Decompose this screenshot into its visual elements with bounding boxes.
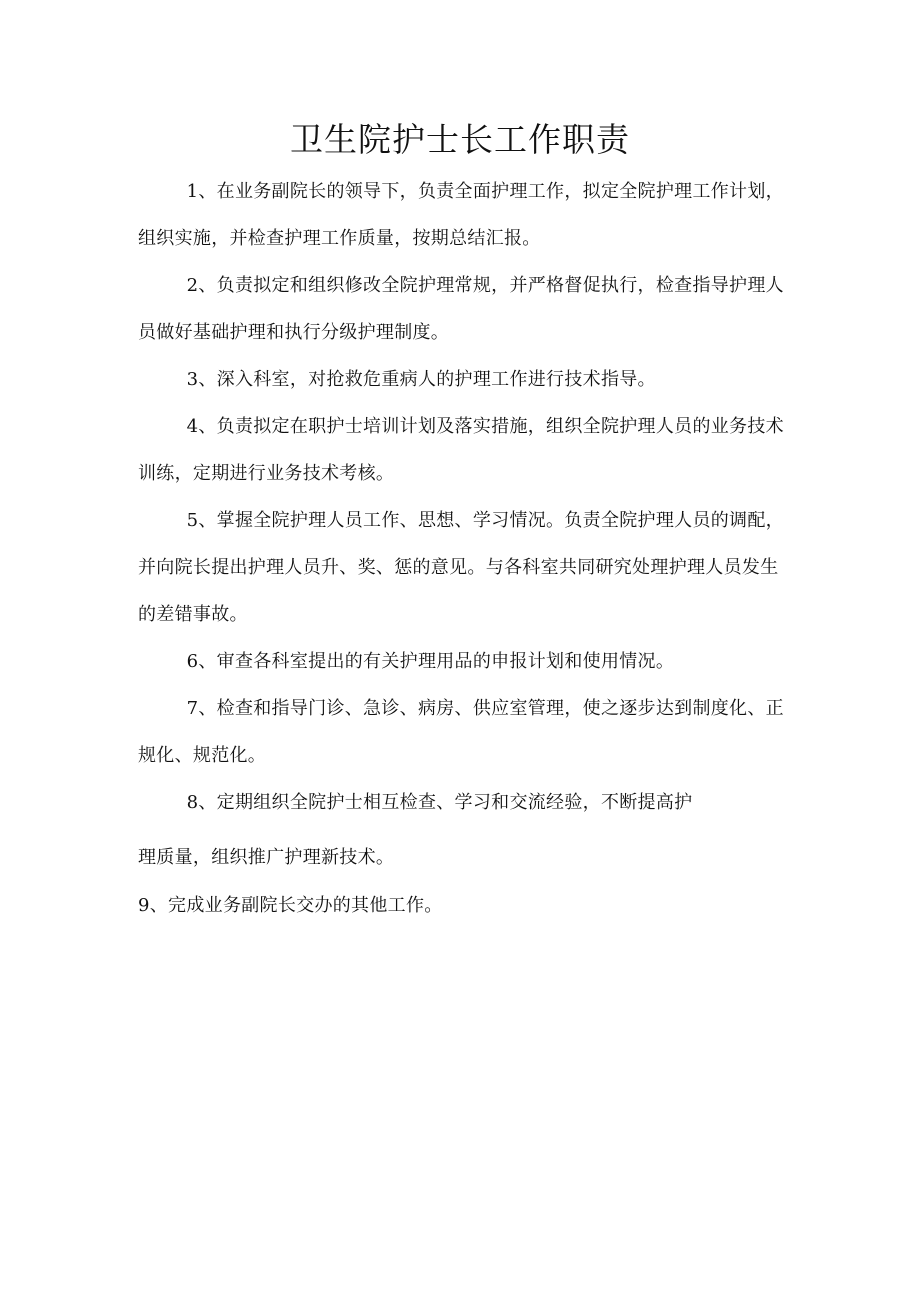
clause-8 bbox=[138, 779, 788, 881]
clause-8-tail: 理质量，组织推广护理新技术。 bbox=[138, 847, 395, 868]
clause-4: 4、负责拟定在职护士培训计划及落实措施，组织全院护理人员的业务技术训练，定期进行业务技术考核。 bbox=[138, 416, 784, 484]
clause-6: 6、审查各科室提出的有关护理用品的申报计划和使用情况。 bbox=[186, 651, 675, 672]
clause-5: 5、掌握全院护理人员工作、思想、学习情况。负责全院护理人员的调配，并向院长提出护理人员升、奖、惩的意见。与各科室共同研究处理护理人员发生的差错事故。 bbox=[138, 510, 784, 625]
document-title: 卫生院护士长工作职责 bbox=[290, 120, 630, 159]
clause-8-head: 8、定期组织全院护士相互检查、学习和交流经验，不断提高护 bbox=[186, 792, 693, 813]
clause-2: 2、负责拟定和组织修改全院护理常规，并严格督促执行，检查指导护理人员做好基础护理和执行分级护理制度。 bbox=[138, 275, 784, 343]
clause-3: 3、深入科室，对抢救危重病人的护理工作进行技术指导。 bbox=[186, 369, 656, 390]
clause-7: 7、检查和指导门诊、急诊、病房、供应室管理，使之逐步达到制度化、正规化、规范化。 bbox=[138, 698, 784, 766]
clause-1: 1、在业务副院长的领导下，负责全面护理工作，拟定全院护理工作计划，组织实施，并检查护理工作质量，按期总结汇报。 bbox=[138, 181, 784, 249]
clause-9: 9、完成业务副院长交办的其他工作。 bbox=[138, 895, 443, 916]
document-body bbox=[138, 168, 788, 929]
